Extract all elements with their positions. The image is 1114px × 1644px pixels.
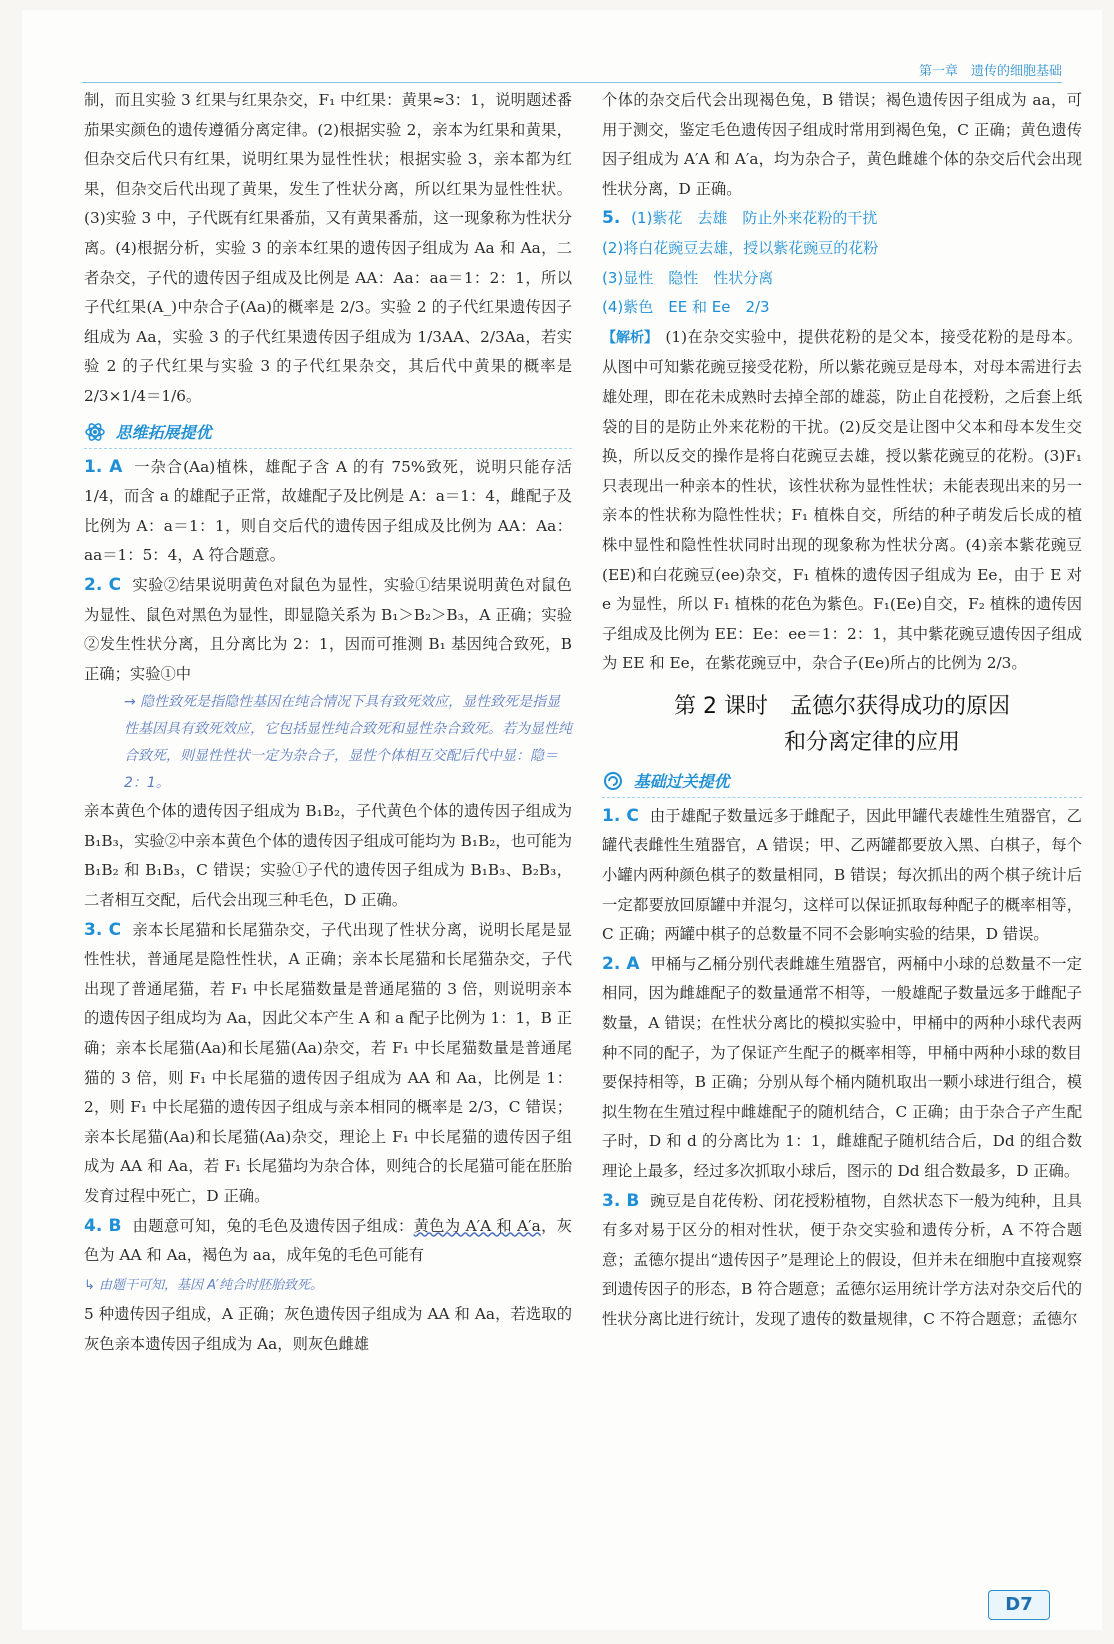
answer-key: (2)将白花豌豆去雄，授以紫花豌豆的花粉	[602, 238, 879, 257]
answer-label: 2. A	[602, 953, 640, 974]
answer-label: 5.	[602, 208, 621, 229]
section-heading-label: 思维拓展提优	[115, 422, 212, 442]
answer-text: ，灰色为 AA 和 Aa，褐色为 aa，成年兔的毛色可能有	[84, 1216, 572, 1265]
answer-item	[602, 204, 1082, 234]
lesson-title	[602, 689, 1082, 761]
page-number	[988, 1590, 1050, 1620]
answer-item	[602, 802, 1082, 950]
answer-text: 豌豆是自花传粉、闭花授粉植物，自然状态下一般为纯种，且具有多对易于区分的相对性状，便于杂交实验和遗传分析，A 不符合题意；孟德尔提出“遗传因子”是理论上的假设，但并未在细胞中直接观察到遗传因子的形态，B 符合题意；孟德尔运用统计学方法对杂交后代的性状分离比进行统计，发现了遗传的数量规律，C 不符合题意；孟德尔	[602, 1191, 1082, 1328]
wavy-underlined-text: 黄色为 A′A 和 A′a	[413, 1216, 541, 1235]
answer-text: 实验②结果说明黄色对鼠色为显性，实验①结果说明黄色对鼠色为显性、鼠色对黑色为显性，即显隐关系为 B₁＞B₂＞B₃，A 正确；实验②发生性状分离，且分离比为 2：1，因而可推测 B₁ 基因纯合致死，B 正确；实验①中	[84, 575, 572, 683]
answer-label: 1. C	[602, 805, 639, 826]
handwritten-note: ↳ 由题干可知，基因 A′纯合时胚胎致死。	[84, 1277, 324, 1293]
answer-label: 3. B	[602, 1190, 640, 1211]
right-column	[602, 86, 1082, 1335]
spiral-icon	[602, 770, 624, 792]
intro-paragraph: 制，而且实验 3 红果与红果杂交，F₁ 中红果：黄果≈3：1，说明题述番茄果实颜色的遗传遵循分离定律。(2)根据实验 2，亲本为红果和黄果，但杂交后代只有红果，说明红果为显性性状；根据实验 3，亲本都为红果，但杂交后代出现了黄果，发生了性状分离，所以红果为显性性状。(3)实验 3 中，子代既有红果番茄，又有黄果番茄，这一现象称为性状分离。(4)根据分析，实验 3 的亲本红果的遗传因子组成为 Aa 和 Aa，二者杂交，子代的遗传因子组成及比例是 AA：Aa：aa＝1：2：1，所以子代红果(A_)中杂合子(Aa)的概率是 2/3。实验 2 的子代红果遗传因子组成为 Aa，实验 3 的子代红果遗传因子组成为 1/3AA、2/3Aa，若实验 2 的子代红果与实验 3 的子代红果杂交，其后代中黄果的概率是 2/3×1/4＝1/6。	[84, 91, 572, 405]
answer-label: 1. A	[84, 456, 123, 477]
answer-label: 2. C	[84, 574, 122, 595]
answer-text: 由题意可知，兔的毛色及遗传因子组成：	[132, 1216, 414, 1235]
page	[22, 10, 1102, 1630]
running-header	[82, 60, 1062, 83]
answer-key: (1)紫花 去雄 防止外来花粉的干扰	[631, 209, 878, 228]
answer-key: (4)紫色 EE 和 Ee 2/3	[602, 298, 770, 317]
answer-item	[84, 571, 572, 689]
answer-text-continued: 亲本黄色个体的遗传因子组成为 B₁B₂，子代黄色个体的遗传因子组成为 B₁B₃，实验②中亲本黄色个体的遗传因子组成可能均为 B₁B₂，也可能为 B₁B₂ 和 B₁B₃，C 错误；实验①子代的遗传因子组成为 B₁B₃、B₂B₃，二者相互交配，后代会出现三种毛色，D 正确。	[84, 802, 572, 910]
answer-label: 3. C	[84, 919, 122, 940]
answer-text: 亲本长尾猫和长尾猫杂交，子代出现了性状分离，说明长尾是显性性状，普通尾是隐性性状，A 正确；亲本长尾猫和长尾猫杂交，子代出现了普通尾猫，若 F₁ 中长尾猫数量是普通尾猫的 3 倍，则说明亲本的遗传因子组成均为 Aa，因此父本产生 A 和 a 配子比例为 1：1，B 正确；亲本长尾猫(Aa)和长尾猫(Aa)杂交，若 F₁ 中长尾猫数量是普通尾猫的 3 倍，则 F₁ 中长尾猫的遗传因子组成为 AA 和 Aa，比例是 1：2，则 F₁ 中长尾猫的遗传因子组成与亲本相同的概率是 2/3，C 错误；亲本长尾猫(Aa)和长尾猫(Aa)杂交，理论上 F₁ 中长尾猫的遗传因子组成为 AA 和 Aa，若 F₁ 长尾猫均为杂合体，则纯合的长尾猫可能在胚胎发育过程中死亡，D 正确。	[84, 920, 572, 1205]
lesson-title-line1: 第 2 课时 孟德尔获得成功的原因	[674, 693, 1010, 719]
section-heading-thinking	[84, 418, 572, 449]
answer-label: 4. B	[84, 1215, 122, 1236]
answer-text-continued: 个体的杂交后代会出现褐色兔，B 错误；褐色遗传因子组成为 aa，可用于测交，鉴定毛色遗传因子组成时常用到褐色兔，C 正确；黄色遗传因子组成为 A′A 和 A′a，均为杂合子，黄色雌雄个体的杂交后代会出现性状分离，D 正确。	[602, 91, 1082, 198]
atom-icon	[84, 421, 106, 443]
answer-item	[84, 916, 572, 1212]
section-heading-label: 基础过关提优	[633, 771, 730, 791]
analysis-paragraph	[602, 323, 1082, 679]
handwritten-note: → 隐性致死是指隐性基因在纯合情况下具有致死效应，显性致死是指显性基因具有致死效应，它包括显性纯合致死和显性杂合致死。若为显性纯合致死，则显性性状一定为杂合子，显性个体相互交配后代中显：隐＝2：1。	[124, 694, 572, 792]
section-heading-basic	[602, 767, 1082, 798]
answer-item	[602, 950, 1082, 1187]
answer-text-continued: 5 种遗传因子组成，A 正确；灰色遗传因子组成为 AA 和 Aa，若选取的灰色亲本遗传因子组成为 Aa，则灰色雌雄	[84, 1305, 572, 1353]
page-number-label: D7	[1005, 1594, 1033, 1615]
answer-text: 甲桶与乙桶分别代表雌雄生殖器官，两桶中小球的总数量不一定相同，因为雌雄配子的数量通常不相等，一般雄配子数量远多于雌配子数量，A 错误；在性状分离比的模拟实验中，甲桶中的两种小球代表两种不同的配子，为了保证产生配子的概率相等，甲桶中两种小球的数目要保持相等，B 正确；分别从每个桶内随机取出一颗小球进行组合，模拟生物在生殖过程中雌雄配子的随机结合，C 正确；由于杂合子产生配子时，D 和 d 的分离比为 1：1，雌雄配子随机结合后，Dd 的组合数理论上最多，经过多次抓取小球后，图示的 Dd 组合数最多，D 正确。	[602, 954, 1082, 1180]
left-column	[84, 86, 572, 1360]
analysis-text: (1)在杂交实验中，提供花粉的是父本，接受花粉的是母本。从图中可知紫花豌豆接受花粉，所以紫花豌豆是母本，对母本需进行去雄处理，即在花未成熟时去掉全部的雄蕊，防止自花授粉，之后套上纸袋的目的是防止外来花粉的干扰。(2)反交是让图中父本和母本发生交换，所以反交的操作是将白花豌豆去雄，授以紫花豌豆的花粉。(3)F₁ 只表现出一种亲本的性状，该性状称为显性性状；未能表现出来的另一亲本的性状称为隐性性状；F₁ 植株自交，所结的种子萌发后长成的植株中显性和隐性性状同时出现的现象称为性状分离。(4)亲本紫花豌豆(EE)和白花豌豆(ee)杂交，F₁ 植株的遗传因子组成为 Ee，由于 E 对 e 为显性，所以 F₁ 植株的花色为紫色。F₁(Ee)自交，F₂ 植株的遗传因子组成及比例为 EE：Ee：ee＝1：2：1，其中紫花豌豆遗传因子组成为 EE 和 Ee，在紫花豌豆中，杂合子(Ee)所占的比例为 2/3。	[602, 327, 1082, 673]
analysis-label: 【解析】	[602, 329, 658, 346]
chapter-title: 第一章 遗传的细胞基础	[918, 64, 1062, 79]
answer-text: 由于雄配子数量远多于雌配子，因此甲罐代表雄性生殖器官，乙罐代表雌性生殖器官，A 错误；甲、乙两罐都要放入黑、白棋子，每个小罐内两种颜色棋子的数量相同，B 错误；每次抓出的两个棋子统计后一定都要放回原罐中并混匀，这样可以保证抓取每种配子的概率相等，C 正确；两罐中棋子的总数量不同不会影响实验的结果，D 错误。	[602, 806, 1082, 944]
answer-item	[84, 453, 572, 571]
answer-item	[602, 1187, 1082, 1335]
answer-item	[84, 1212, 572, 1271]
answer-text: 一杂合(Aa)植株，雄配子含 A 的有 75%致死，说明只能存活 1/4，而含 a 的雄配子正常，故雄配子及比例是 A：a＝1：4，雌配子及比例为 A：a＝1：1，则自交后代的遗传因子组成及比例为 AA：Aa：aa＝1：5：4，A 符合题意。	[84, 457, 572, 565]
answer-key: (3)显性 隐性 性状分离	[602, 268, 774, 287]
lesson-title-line2: 和分离定律的应用	[783, 729, 960, 755]
